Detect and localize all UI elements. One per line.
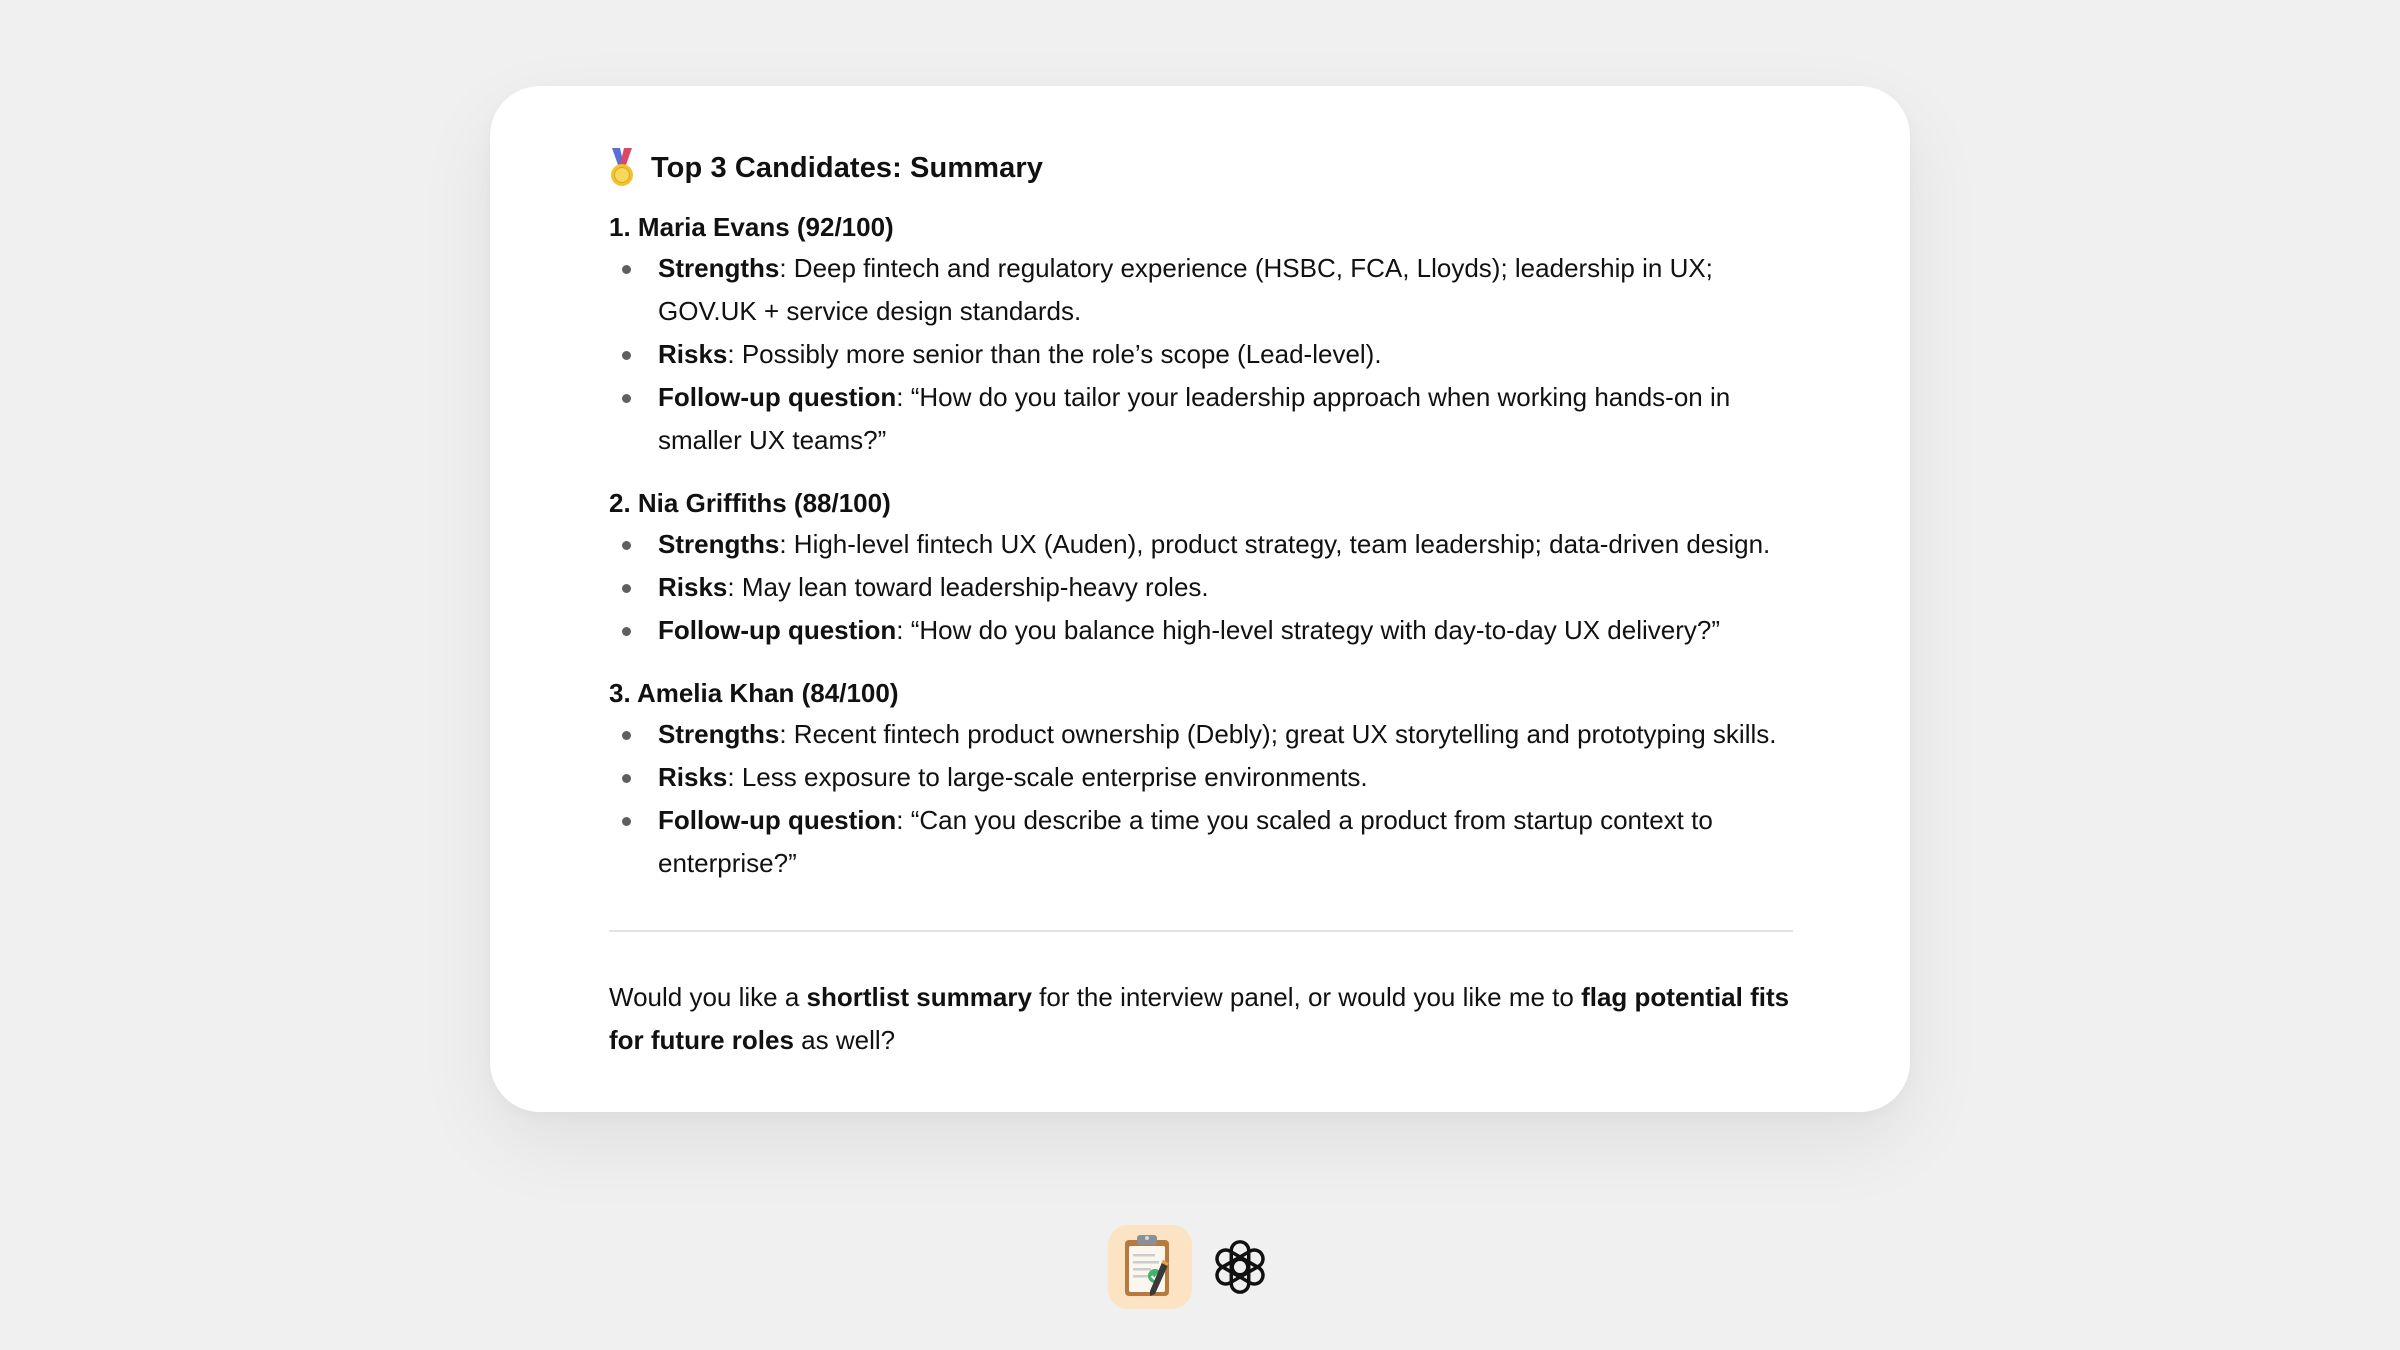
bullet-dot — [622, 541, 631, 550]
bullet-dot — [622, 774, 631, 783]
openai-logo-icon[interactable] — [1208, 1235, 1272, 1299]
candidate-section — [609, 207, 1791, 462]
section-divider — [609, 930, 1793, 932]
footer-icons — [1108, 1224, 1272, 1310]
risks-item — [609, 566, 1791, 609]
bullet-dot — [622, 817, 631, 826]
flag-future-roles-emphasis: flag potential fits for future roles — [609, 982, 1790, 1055]
closing-text: for the interview panel, or would you like me to — [1031, 982, 1582, 1012]
candidate-details — [609, 523, 1791, 652]
follow-up-item — [609, 799, 1791, 885]
bullet-dot — [622, 627, 631, 636]
closing-text: Would you like a — [609, 982, 807, 1012]
strengths-item — [609, 713, 1791, 756]
bullet-dot — [622, 731, 631, 740]
item-label: Risks — [658, 572, 728, 602]
item-text: : “How do you balance high-level strategy with day-to-day UX delivery?” — [896, 615, 1721, 645]
strengths-item — [609, 247, 1791, 333]
candidate-details — [609, 247, 1791, 462]
candidate-heading: 3. Amelia Khan (84/100) — [609, 678, 899, 708]
item-text: : Possibly more senior than the role’s scope (Lead-level). — [727, 339, 1382, 369]
risks-item — [609, 333, 1791, 376]
item-text: : “Can you describe a time you scaled a product from startup context to enterprise?” — [658, 805, 1713, 878]
item-label: Risks — [658, 339, 728, 369]
closing-question — [609, 976, 1793, 1062]
strengths-item — [609, 523, 1791, 566]
candidate-section — [609, 673, 1791, 885]
item-text: : High-level fintech UX (Auden), product strategy, team leadership; data-driven design. — [779, 529, 1771, 559]
clipboard-glyph — [1119, 1232, 1181, 1302]
follow-up-item — [609, 609, 1791, 652]
bullet-dot — [622, 584, 631, 593]
candidate-heading: 1. Maria Evans (92/100) — [609, 212, 894, 242]
item-label: Risks — [658, 762, 728, 792]
bullet-dot — [622, 351, 631, 360]
candidate-heading: 2. Nia Griffiths (88/100) — [609, 488, 891, 518]
chat-response-card — [490, 86, 1910, 1112]
candidate-section — [609, 483, 1791, 652]
openai-logo-glyph — [1209, 1236, 1271, 1298]
item-label: Strengths — [658, 719, 780, 749]
bullet-dot — [622, 265, 631, 274]
summary-title: Top 3 Candidates: Summary — [651, 151, 1043, 184]
candidate-details — [609, 713, 1791, 885]
item-text: : Recent fintech product ownership (Debly); great UX storytelling and prototyping skills. — [779, 719, 1777, 749]
follow-up-item — [609, 376, 1791, 462]
item-label: Follow-up question — [658, 805, 897, 835]
bullet-dot — [622, 394, 631, 403]
item-text: : Deep fintech and regulatory experience (HSBC, FCA, Lloyds); leadership in UX; GOV.UK + service design standards. — [658, 253, 1713, 326]
shortlist-summary-emphasis: shortlist summary — [806, 982, 1032, 1012]
item-text: : Less exposure to large-scale enterprise environments. — [727, 762, 1368, 792]
item-label: Follow-up question — [658, 615, 897, 645]
item-text: : May lean toward leadership-heavy roles. — [727, 572, 1209, 602]
summary-header — [609, 141, 1791, 195]
risks-item — [609, 756, 1791, 799]
item-label: Strengths — [658, 253, 780, 283]
closing-text: as well? — [793, 1025, 896, 1055]
item-text: : “How do you tailor your leadership approach when working hands-on in smaller UX teams?” — [658, 382, 1731, 455]
item-label: Strengths — [658, 529, 780, 559]
item-label: Follow-up question — [658, 382, 897, 412]
clipboard-icon[interactable] — [1108, 1225, 1192, 1309]
medal-icon — [609, 148, 635, 188]
